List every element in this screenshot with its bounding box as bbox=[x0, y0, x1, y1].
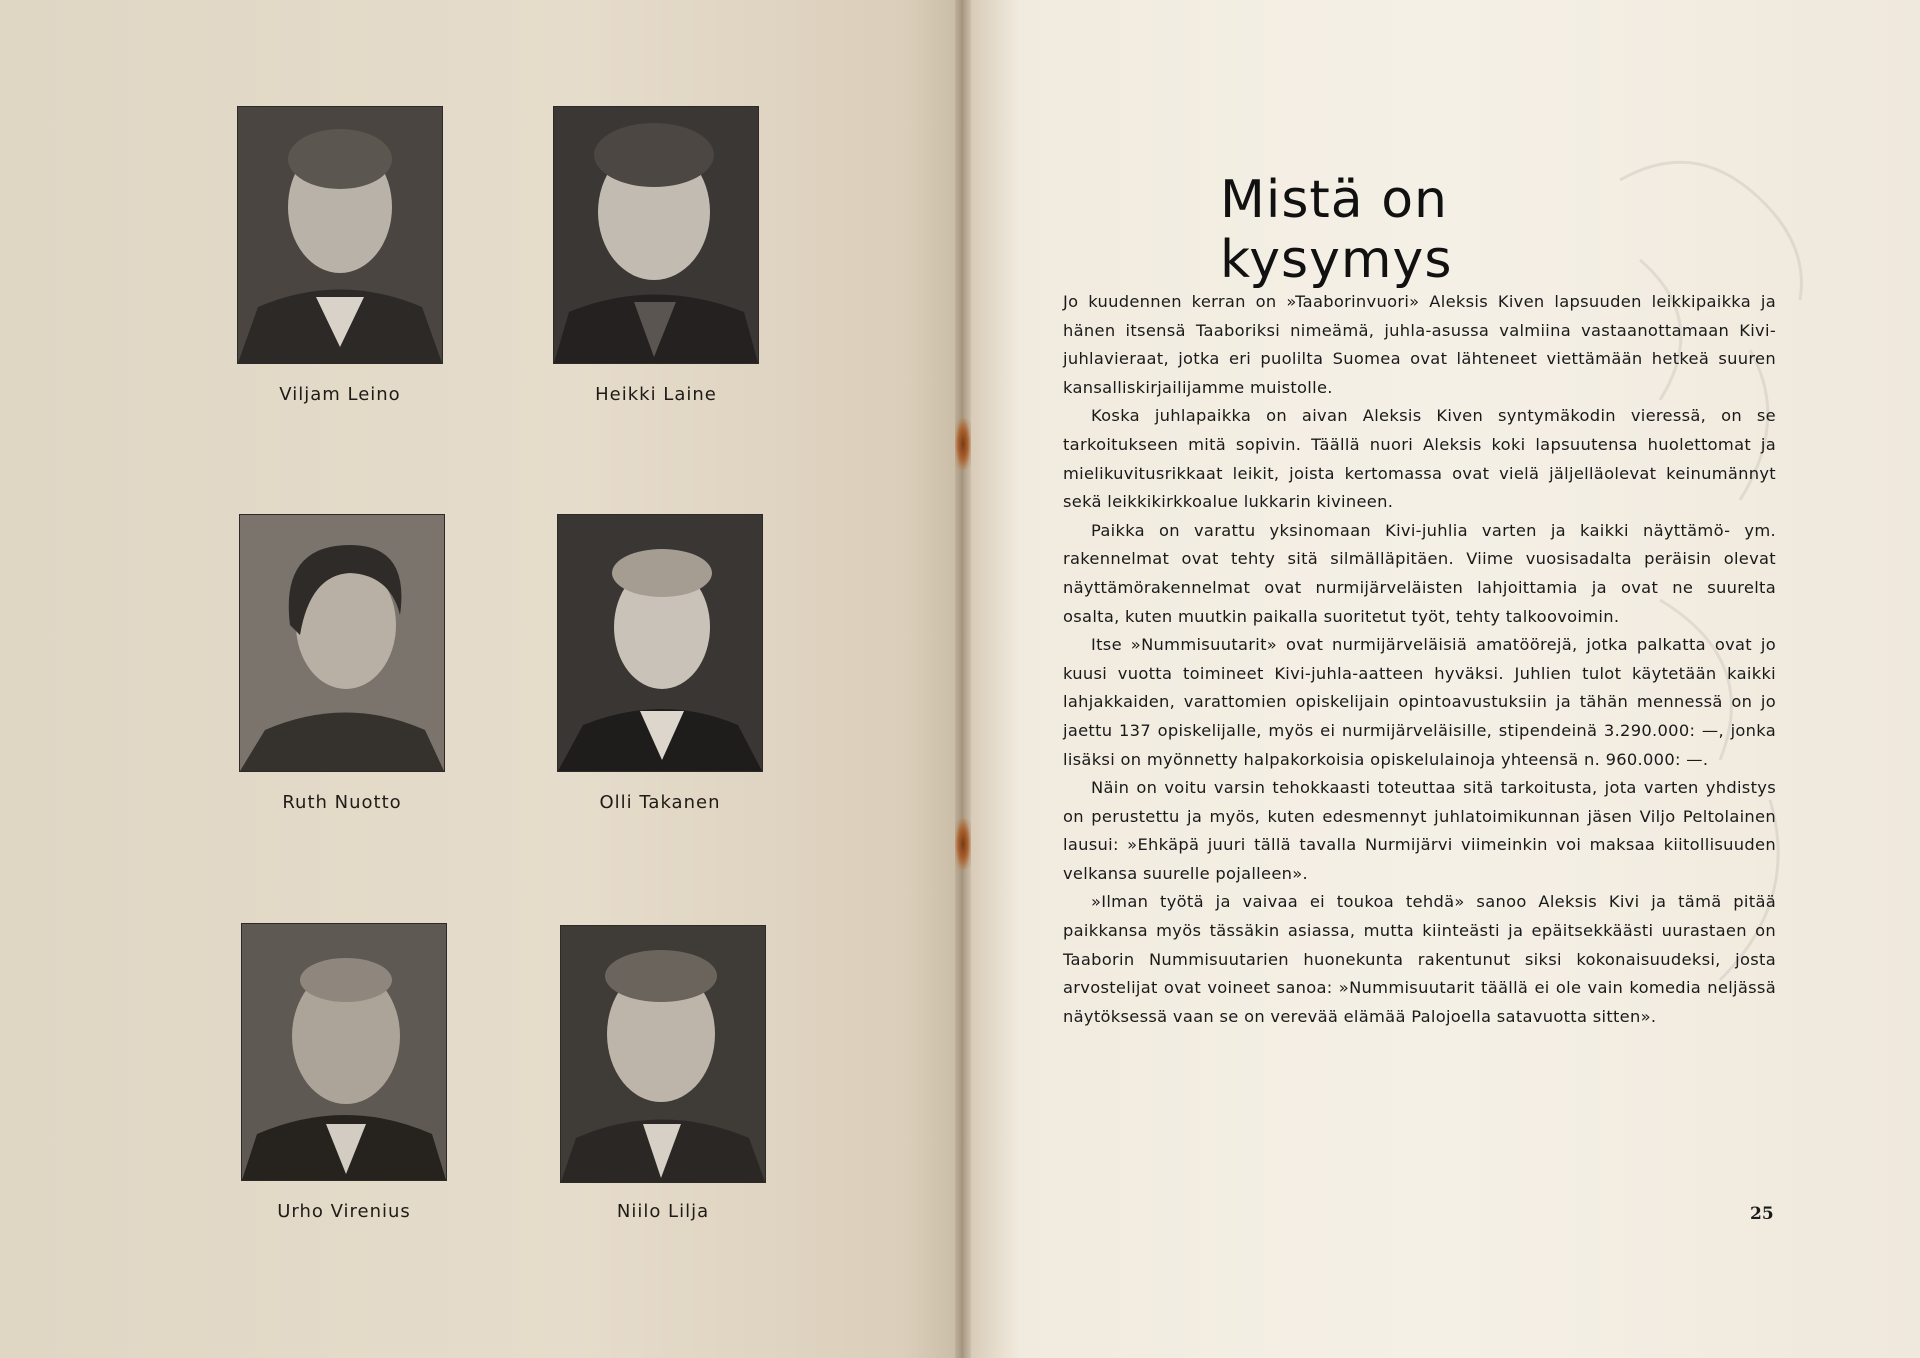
article-paragraph: Näin on voitu varsin tehokkaasti toteuttaa sitä tarkoitusta, jota varten yhdistys on perustettu ja myös, kuten edesmennyt juhlatoimikunnan jäsen Viljo Peltolainen lausui: »Ehkäpä juuri tällä tavalla Nurmijärvi viimeinkin voi maksaa kiitollisuuden velkansa suurelle pojalleen». bbox=[1063, 778, 1776, 883]
portrait-photo bbox=[238, 107, 442, 363]
article-title: Mistä on kysymys bbox=[1220, 170, 1453, 290]
portrait-caption: Niilo Lilja bbox=[616, 1201, 710, 1222]
portrait-caption: Ruth Nuotto bbox=[282, 792, 402, 813]
portrait-caption: Heikki Laine bbox=[595, 384, 717, 405]
article-paragraph: Itse »Nummisuutarit» ovat nurmijärveläisiä amatöörejä, jotka palkatta ovat jo kuusi vuotta toimineet Kivi-juhla-aatteen hyväksi. Juhlien tulot käytetään kaikki lahjakkaiden, varattomien opiskelijain opintoavustuksiin ja tähän mennessä on jo jaettu 137 opiskelijalle, myös ei nurmijärveläisille, stipendeinä 3.290.000: —, jonka lisäksi on myönnetty halpakorkoisia opiskelulainoja yhteensä n. 960.000: —. bbox=[1063, 635, 1776, 769]
binding-gutter bbox=[955, 0, 971, 1358]
portrait-photo bbox=[242, 924, 446, 1180]
article-paragraph: Paikka on varattu yksinomaan Kivi-juhlia varten ja kaikki näyttämö- ym. rakennelmat ovat tehty sitä silmälläpitäen. Viime vuosisadalta peräisin olevat näyttämörakennelmat ovat nurmijärveläisten lahjoittamia ja ovat ne suurelta osalta, kuten muutkin paikalla suoritetut työt, tehty talkoovoimin. bbox=[1063, 520, 1776, 626]
page-number: 25 bbox=[1750, 1204, 1774, 1224]
portrait-caption: Olli Takanen bbox=[599, 792, 721, 813]
article-paragraph: »Ilman työtä ja vaivaa ei toukoa tehdä» sanoo Aleksis Kivi ja tämä pitää paikkansa myös tässäkin asiassa, mutta kiinteästi ja epäitsekkäästi uurastaen on Taaborin Nummisuutarien huonekunta rakentunut siksi kokonaisuudeksi, josta arvostelijat ovat voineet sanoa: »Nummisuutarit täällä ei ole vain komedia neljässä näytöksessä vaan se on verevää elämää Palojoella satavuotta sitten». bbox=[1063, 892, 1776, 1026]
staple-rust-mark bbox=[955, 818, 971, 870]
portrait-caption: Viljam Leino bbox=[279, 384, 401, 405]
staple-rust-mark bbox=[955, 418, 971, 470]
portrait-photo bbox=[554, 107, 758, 363]
portrait-photo bbox=[558, 515, 762, 771]
article-body bbox=[1063, 288, 1776, 1031]
article-paragraph: Koska juhlapaikka on aivan Aleksis Kiven syntymäkodin vieressä, on se tarkoitukseen mitä sopivin. Täällä nuori Aleksis koki lapsuutensa huolettomat ja mielikuvitusrikkaat leikit, joista kertomassa ovat vielä jäljelläolevat keinumännyt sekä leikkikirkkoalue lukkarin kivineen. bbox=[1063, 406, 1776, 512]
portrait-caption: Urho Virenius bbox=[277, 1201, 411, 1222]
portrait-photo bbox=[561, 926, 765, 1182]
portrait-photo bbox=[240, 515, 444, 771]
article-paragraph: Jo kuudennen kerran on »Taaborinvuori» Aleksis Kiven lapsuuden leikkipaikka ja hänen itsensä Taaboriksi nimeämä, juhla-asussa valmiina vastaanottamaan Kivi-juhlavieraat, jotka eri puolilta Suomea ovat lähteneet viettämään hetkeä suuren kansalliskirjailijamme muistolle. bbox=[1063, 292, 1776, 397]
